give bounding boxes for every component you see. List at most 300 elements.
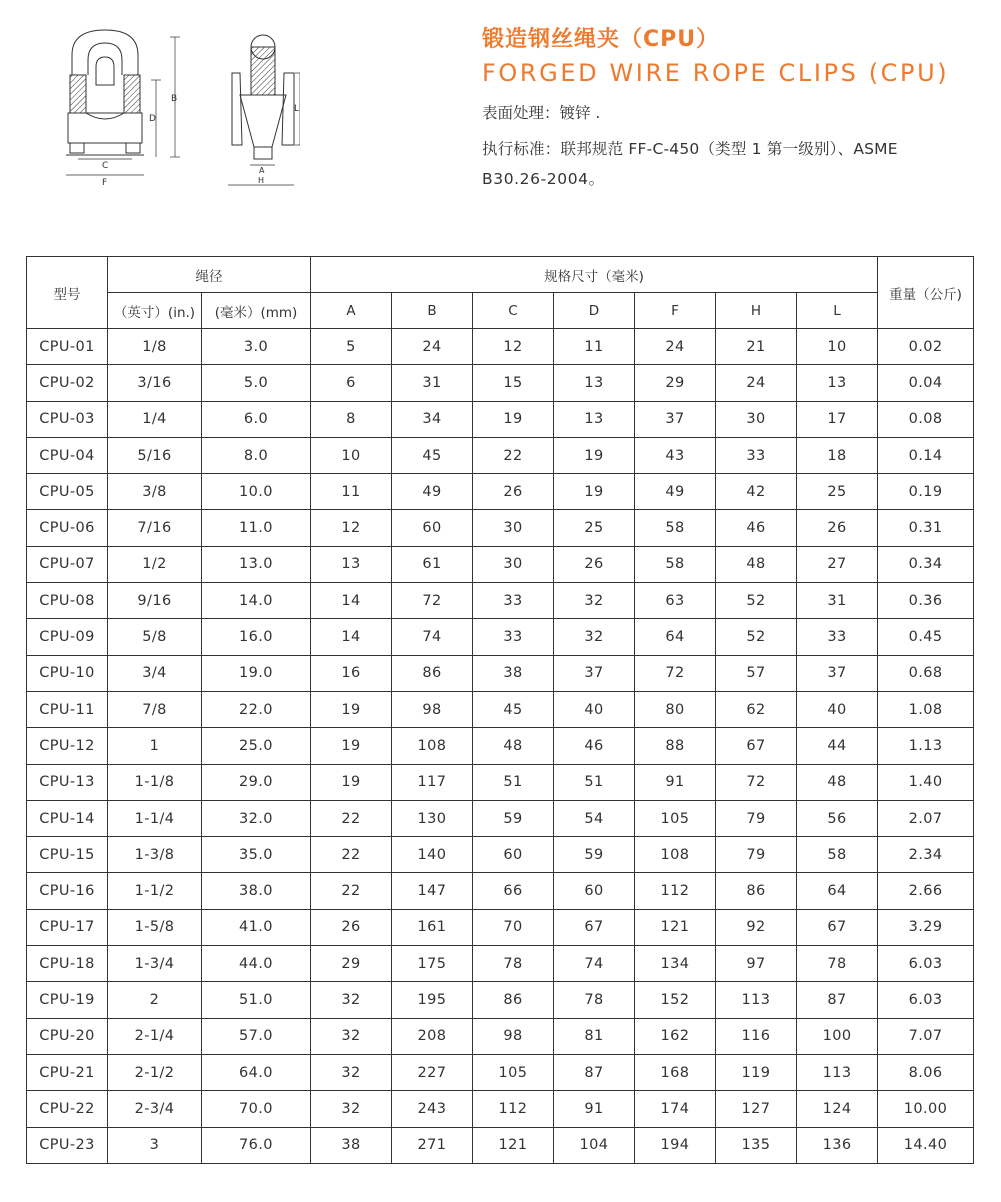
table-cell: 15 bbox=[473, 365, 554, 401]
label-d: D bbox=[149, 114, 156, 124]
table-cell: 79 bbox=[716, 837, 797, 873]
table-cell: 162 bbox=[635, 1018, 716, 1054]
table-cell: 0.14 bbox=[878, 437, 974, 473]
header-b: B bbox=[392, 293, 473, 329]
table-cell: CPU-03 bbox=[27, 401, 108, 437]
standard-line-2: B30.26-2004。 bbox=[482, 170, 605, 188]
table-cell: 31 bbox=[392, 365, 473, 401]
table-cell: 10 bbox=[797, 329, 878, 365]
table-cell: 29 bbox=[311, 946, 392, 982]
product-header bbox=[482, 24, 997, 194]
table-cell: 140 bbox=[392, 837, 473, 873]
table-cell: 67 bbox=[716, 728, 797, 764]
table-cell: 112 bbox=[635, 873, 716, 909]
table-cell: 271 bbox=[392, 1127, 473, 1163]
table-cell: 46 bbox=[554, 728, 635, 764]
table-cell: 92 bbox=[716, 909, 797, 945]
table-cell: 6.03 bbox=[878, 946, 974, 982]
table-cell: CPU-01 bbox=[27, 329, 108, 365]
table-cell: 113 bbox=[797, 1054, 878, 1090]
table-row bbox=[27, 982, 974, 1018]
table-cell: 3 bbox=[108, 1127, 202, 1163]
table-cell: 78 bbox=[554, 982, 635, 1018]
header-row-1 bbox=[27, 257, 974, 293]
header-row-2 bbox=[27, 293, 974, 329]
table-cell: 12 bbox=[311, 510, 392, 546]
table-cell: 43 bbox=[635, 437, 716, 473]
table-cell: 48 bbox=[797, 764, 878, 800]
table-cell: 19 bbox=[473, 401, 554, 437]
title-chinese: 锻造钢丝绳夹（CPU） bbox=[482, 27, 720, 52]
table-cell: 91 bbox=[554, 1091, 635, 1127]
table-cell: 0.34 bbox=[878, 546, 974, 582]
table-cell: 12 bbox=[473, 329, 554, 365]
table-cell: 0.19 bbox=[878, 474, 974, 510]
table-row bbox=[27, 1054, 974, 1090]
table-row bbox=[27, 1018, 974, 1054]
table-cell: 26 bbox=[554, 546, 635, 582]
table-cell: 117 bbox=[392, 764, 473, 800]
table-cell: 5.0 bbox=[202, 365, 311, 401]
table-cell: CPU-14 bbox=[27, 800, 108, 836]
table-cell: CPU-13 bbox=[27, 764, 108, 800]
table-cell: 0.36 bbox=[878, 583, 974, 619]
table-cell: 0.45 bbox=[878, 619, 974, 655]
table-cell: 26 bbox=[311, 909, 392, 945]
table-cell: 32.0 bbox=[202, 800, 311, 836]
table-cell: 72 bbox=[716, 764, 797, 800]
table-cell: 121 bbox=[635, 909, 716, 945]
table-cell: 136 bbox=[797, 1127, 878, 1163]
table-cell: 14 bbox=[311, 583, 392, 619]
table-cell: 38 bbox=[311, 1127, 392, 1163]
table-row bbox=[27, 1091, 974, 1127]
table-cell: 19 bbox=[311, 764, 392, 800]
table-row bbox=[27, 619, 974, 655]
table-cell: 8 bbox=[311, 401, 392, 437]
table-cell: 13 bbox=[797, 365, 878, 401]
header-c: C bbox=[473, 293, 554, 329]
table-cell: 5/16 bbox=[108, 437, 202, 473]
table-cell: 22 bbox=[311, 873, 392, 909]
header-a: A bbox=[311, 293, 392, 329]
table-cell: CPU-12 bbox=[27, 728, 108, 764]
table-cell: 10 bbox=[311, 437, 392, 473]
table-cell: 11.0 bbox=[202, 510, 311, 546]
label-a: A bbox=[259, 166, 265, 175]
table-cell: 60 bbox=[473, 837, 554, 873]
table-row bbox=[27, 909, 974, 945]
table-cell: 16.0 bbox=[202, 619, 311, 655]
table-cell: 161 bbox=[392, 909, 473, 945]
table-cell: 11 bbox=[554, 329, 635, 365]
table-cell: 147 bbox=[392, 873, 473, 909]
label-c: C bbox=[102, 161, 109, 171]
table-cell: 7/16 bbox=[108, 510, 202, 546]
table-cell: 2.07 bbox=[878, 800, 974, 836]
table-cell: 10.0 bbox=[202, 474, 311, 510]
header-h: H bbox=[716, 293, 797, 329]
header-model: 型号 bbox=[27, 257, 108, 329]
front-view bbox=[66, 30, 144, 155]
table-cell: 113 bbox=[716, 982, 797, 1018]
table-row bbox=[27, 837, 974, 873]
table-cell: 1/2 bbox=[108, 546, 202, 582]
table-cell: 24 bbox=[392, 329, 473, 365]
table-cell: 32 bbox=[311, 1018, 392, 1054]
table-row bbox=[27, 946, 974, 982]
table-cell: CPU-22 bbox=[27, 1091, 108, 1127]
table-cell: 30 bbox=[473, 510, 554, 546]
table-cell: 56 bbox=[797, 800, 878, 836]
table-cell: 70 bbox=[473, 909, 554, 945]
table-cell: 59 bbox=[473, 800, 554, 836]
table-cell: 112 bbox=[473, 1091, 554, 1127]
table-cell: 87 bbox=[797, 982, 878, 1018]
table-cell: 64 bbox=[635, 619, 716, 655]
table-cell: 3.29 bbox=[878, 909, 974, 945]
table-cell: 19 bbox=[311, 691, 392, 727]
table-row bbox=[27, 365, 974, 401]
table-cell: 63 bbox=[635, 583, 716, 619]
table-cell: 5/8 bbox=[108, 619, 202, 655]
table-cell: 44 bbox=[797, 728, 878, 764]
table-cell: 45 bbox=[473, 691, 554, 727]
table-cell: 3/8 bbox=[108, 474, 202, 510]
table-row bbox=[27, 764, 974, 800]
label-f: F bbox=[102, 178, 108, 188]
table-cell: 100 bbox=[797, 1018, 878, 1054]
table-cell: 87 bbox=[554, 1054, 635, 1090]
table-cell: 72 bbox=[635, 655, 716, 691]
table-cell: 135 bbox=[716, 1127, 797, 1163]
table-row bbox=[27, 546, 974, 582]
table-cell: 72 bbox=[392, 583, 473, 619]
table-cell: 3/4 bbox=[108, 655, 202, 691]
table-cell: 25 bbox=[554, 510, 635, 546]
table-cell: 67 bbox=[554, 909, 635, 945]
table-cell: 7.07 bbox=[878, 1018, 974, 1054]
table-cell: 19 bbox=[554, 474, 635, 510]
table-cell: 1/4 bbox=[108, 401, 202, 437]
table-cell: 48 bbox=[716, 546, 797, 582]
table-cell: 32 bbox=[311, 1091, 392, 1127]
table-cell: 0.08 bbox=[878, 401, 974, 437]
table-row bbox=[27, 583, 974, 619]
table-cell: 130 bbox=[392, 800, 473, 836]
table-cell: 86 bbox=[392, 655, 473, 691]
table-cell: 8.06 bbox=[878, 1054, 974, 1090]
table-cell: 1-1/4 bbox=[108, 800, 202, 836]
header-rope-dia: 绳径 bbox=[108, 257, 311, 293]
table-cell: 25 bbox=[797, 474, 878, 510]
table-cell: 37 bbox=[635, 401, 716, 437]
table-cell: 22 bbox=[311, 837, 392, 873]
table-cell: 49 bbox=[635, 474, 716, 510]
table-cell: CPU-15 bbox=[27, 837, 108, 873]
header-inch: （英寸）(in.) bbox=[108, 293, 202, 329]
spec-table bbox=[26, 256, 974, 1164]
table-cell: CPU-20 bbox=[27, 1018, 108, 1054]
table-cell: 7/8 bbox=[108, 691, 202, 727]
table-row bbox=[27, 474, 974, 510]
label-b: B bbox=[171, 94, 178, 104]
table-cell: 80 bbox=[635, 691, 716, 727]
table-cell: 62 bbox=[716, 691, 797, 727]
table-cell: 59 bbox=[554, 837, 635, 873]
table-cell: 1-5/8 bbox=[108, 909, 202, 945]
table-cell: 74 bbox=[554, 946, 635, 982]
table-cell: CPU-16 bbox=[27, 873, 108, 909]
table-cell: 29 bbox=[635, 365, 716, 401]
table-cell: 0.02 bbox=[878, 329, 974, 365]
table-cell: 45 bbox=[392, 437, 473, 473]
header-f: F bbox=[635, 293, 716, 329]
table-cell: 0.68 bbox=[878, 655, 974, 691]
table-cell: 26 bbox=[797, 510, 878, 546]
table-cell: 227 bbox=[392, 1054, 473, 1090]
table-cell: 66 bbox=[473, 873, 554, 909]
table-cell: 98 bbox=[392, 691, 473, 727]
table-cell: 33 bbox=[473, 619, 554, 655]
table-cell: 22 bbox=[473, 437, 554, 473]
table-cell: 32 bbox=[311, 982, 392, 1018]
table-cell: 79 bbox=[716, 800, 797, 836]
table-cell: 175 bbox=[392, 946, 473, 982]
header-weight: 重量（公斤) bbox=[878, 257, 974, 329]
table-cell: 108 bbox=[635, 837, 716, 873]
header-d: D bbox=[554, 293, 635, 329]
header-mm: (毫米）(mm) bbox=[202, 293, 311, 329]
table-cell: 1-3/4 bbox=[108, 946, 202, 982]
table-cell: 11 bbox=[311, 474, 392, 510]
table-cell: 19 bbox=[311, 728, 392, 764]
table-cell: 32 bbox=[554, 583, 635, 619]
table-cell: 46 bbox=[716, 510, 797, 546]
table-cell: 34 bbox=[392, 401, 473, 437]
table-cell: 5 bbox=[311, 329, 392, 365]
table-cell: 194 bbox=[635, 1127, 716, 1163]
table-cell: 30 bbox=[716, 401, 797, 437]
table-cell: 78 bbox=[473, 946, 554, 982]
table-cell: 58 bbox=[635, 510, 716, 546]
table-row bbox=[27, 401, 974, 437]
table-cell: 32 bbox=[311, 1054, 392, 1090]
table-cell: 51.0 bbox=[202, 982, 311, 1018]
table-row bbox=[27, 1127, 974, 1163]
table-cell: 41.0 bbox=[202, 909, 311, 945]
table-cell: 152 bbox=[635, 982, 716, 1018]
table-row bbox=[27, 800, 974, 836]
table-cell: 168 bbox=[635, 1054, 716, 1090]
table-cell: 48 bbox=[473, 728, 554, 764]
table-row bbox=[27, 437, 974, 473]
table-cell: 52 bbox=[716, 583, 797, 619]
table-cell: 57 bbox=[716, 655, 797, 691]
table-cell: 91 bbox=[635, 764, 716, 800]
table-cell: 18 bbox=[797, 437, 878, 473]
table-cell: 37 bbox=[554, 655, 635, 691]
table-cell: 108 bbox=[392, 728, 473, 764]
table-cell: 58 bbox=[797, 837, 878, 873]
table-cell: 13 bbox=[311, 546, 392, 582]
table-cell: 105 bbox=[635, 800, 716, 836]
table-cell: 32 bbox=[554, 619, 635, 655]
table-cell: 30 bbox=[473, 546, 554, 582]
table-cell: 19 bbox=[554, 437, 635, 473]
table-cell: 14 bbox=[311, 619, 392, 655]
table-cell: 54 bbox=[554, 800, 635, 836]
table-cell: 13 bbox=[554, 365, 635, 401]
table-cell: 10.00 bbox=[878, 1091, 974, 1127]
table-cell: 21 bbox=[716, 329, 797, 365]
table-cell: 9/16 bbox=[108, 583, 202, 619]
table-cell: 24 bbox=[635, 329, 716, 365]
table-cell: 2-1/4 bbox=[108, 1018, 202, 1054]
table-cell: 76.0 bbox=[202, 1127, 311, 1163]
table-cell: CPU-06 bbox=[27, 510, 108, 546]
table-cell: 1.08 bbox=[878, 691, 974, 727]
table-cell: CPU-07 bbox=[27, 546, 108, 582]
table-cell: CPU-09 bbox=[27, 619, 108, 655]
table-cell: 0.04 bbox=[878, 365, 974, 401]
table-cell: 86 bbox=[716, 873, 797, 909]
table-cell: 44.0 bbox=[202, 946, 311, 982]
table-cell: 13 bbox=[554, 401, 635, 437]
table-cell: CPU-21 bbox=[27, 1054, 108, 1090]
table-cell: 40 bbox=[797, 691, 878, 727]
standard-line-1: 执行标准：联邦规范 FF-C-450（类型 1 第一级别）、ASME bbox=[482, 140, 898, 158]
table-cell: CPU-17 bbox=[27, 909, 108, 945]
table-cell: 78 bbox=[797, 946, 878, 982]
table-cell: 116 bbox=[716, 1018, 797, 1054]
table-cell: 64.0 bbox=[202, 1054, 311, 1090]
table-cell: 40 bbox=[554, 691, 635, 727]
table-cell: 8.0 bbox=[202, 437, 311, 473]
table-cell: 0.31 bbox=[878, 510, 974, 546]
table-cell: 119 bbox=[716, 1054, 797, 1090]
table-cell: 208 bbox=[392, 1018, 473, 1054]
side-view bbox=[232, 35, 294, 159]
table-cell: 67 bbox=[797, 909, 878, 945]
header-dims: 规格尺寸（毫米) bbox=[311, 257, 878, 293]
table-cell: 19.0 bbox=[202, 655, 311, 691]
table-cell: 2 bbox=[108, 982, 202, 1018]
table-cell: 121 bbox=[473, 1127, 554, 1163]
table-cell: 243 bbox=[392, 1091, 473, 1127]
spec-table-body bbox=[27, 329, 974, 1164]
table-cell: 74 bbox=[392, 619, 473, 655]
table-cell: 33 bbox=[473, 583, 554, 619]
table-cell: 105 bbox=[473, 1054, 554, 1090]
table-cell: 98 bbox=[473, 1018, 554, 1054]
table-cell: 1.40 bbox=[878, 764, 974, 800]
table-cell: 22 bbox=[311, 800, 392, 836]
clip-technical-drawing bbox=[60, 25, 300, 195]
table-cell: 58 bbox=[635, 546, 716, 582]
label-h: H bbox=[258, 176, 265, 185]
table-cell: 29.0 bbox=[202, 764, 311, 800]
table-row bbox=[27, 728, 974, 764]
table-cell: CPU-08 bbox=[27, 583, 108, 619]
table-row bbox=[27, 655, 974, 691]
table-cell: 61 bbox=[392, 546, 473, 582]
table-cell: CPU-10 bbox=[27, 655, 108, 691]
table-cell: 174 bbox=[635, 1091, 716, 1127]
table-cell: 1-3/8 bbox=[108, 837, 202, 873]
table-cell: 86 bbox=[473, 982, 554, 1018]
label-l: L bbox=[294, 104, 300, 114]
table-cell: 134 bbox=[635, 946, 716, 982]
table-cell: 6.03 bbox=[878, 982, 974, 1018]
table-cell: 16 bbox=[311, 655, 392, 691]
table-cell: 25.0 bbox=[202, 728, 311, 764]
table-cell: 60 bbox=[392, 510, 473, 546]
table-cell: 1-1/2 bbox=[108, 873, 202, 909]
table-cell: 127 bbox=[716, 1091, 797, 1127]
table-cell: 6.0 bbox=[202, 401, 311, 437]
table-cell: 104 bbox=[554, 1127, 635, 1163]
table-cell: 81 bbox=[554, 1018, 635, 1054]
table-cell: 2-3/4 bbox=[108, 1091, 202, 1127]
table-cell: 1.13 bbox=[878, 728, 974, 764]
table-cell: 33 bbox=[716, 437, 797, 473]
table-cell: 27 bbox=[797, 546, 878, 582]
table-cell: 1-1/8 bbox=[108, 764, 202, 800]
table-cell: 88 bbox=[635, 728, 716, 764]
table-cell: 6 bbox=[311, 365, 392, 401]
header-l: L bbox=[797, 293, 878, 329]
table-row bbox=[27, 691, 974, 727]
title-english: FORGED WIRE ROPE CLIPS (CPU) bbox=[482, 59, 950, 87]
table-cell: 1 bbox=[108, 728, 202, 764]
table-row bbox=[27, 510, 974, 546]
table-cell: 70.0 bbox=[202, 1091, 311, 1127]
table-cell: 22.0 bbox=[202, 691, 311, 727]
table-cell: CPU-04 bbox=[27, 437, 108, 473]
surface-treatment: 表面处理：镀锌 . bbox=[482, 104, 601, 122]
table-cell: 31 bbox=[797, 583, 878, 619]
table-cell: 1/8 bbox=[108, 329, 202, 365]
table-cell: 2.66 bbox=[878, 873, 974, 909]
table-cell: CPU-23 bbox=[27, 1127, 108, 1163]
table-cell: 2-1/2 bbox=[108, 1054, 202, 1090]
table-cell: 24 bbox=[716, 365, 797, 401]
table-cell: 124 bbox=[797, 1091, 878, 1127]
table-cell: 195 bbox=[392, 982, 473, 1018]
table-cell: CPU-05 bbox=[27, 474, 108, 510]
table-row bbox=[27, 329, 974, 365]
table-cell: 42 bbox=[716, 474, 797, 510]
table-cell: CPU-19 bbox=[27, 982, 108, 1018]
table-cell: 97 bbox=[716, 946, 797, 982]
table-cell: 33 bbox=[797, 619, 878, 655]
table-cell: 2.34 bbox=[878, 837, 974, 873]
table-cell: 3.0 bbox=[202, 329, 311, 365]
table-cell: 13.0 bbox=[202, 546, 311, 582]
table-row bbox=[27, 873, 974, 909]
table-cell: 51 bbox=[554, 764, 635, 800]
table-cell: CPU-02 bbox=[27, 365, 108, 401]
table-cell: 38 bbox=[473, 655, 554, 691]
table-cell: CPU-11 bbox=[27, 691, 108, 727]
table-cell: CPU-18 bbox=[27, 946, 108, 982]
table-cell: 60 bbox=[554, 873, 635, 909]
table-cell: 52 bbox=[716, 619, 797, 655]
table-cell: 37 bbox=[797, 655, 878, 691]
table-cell: 64 bbox=[797, 873, 878, 909]
table-cell: 57.0 bbox=[202, 1018, 311, 1054]
